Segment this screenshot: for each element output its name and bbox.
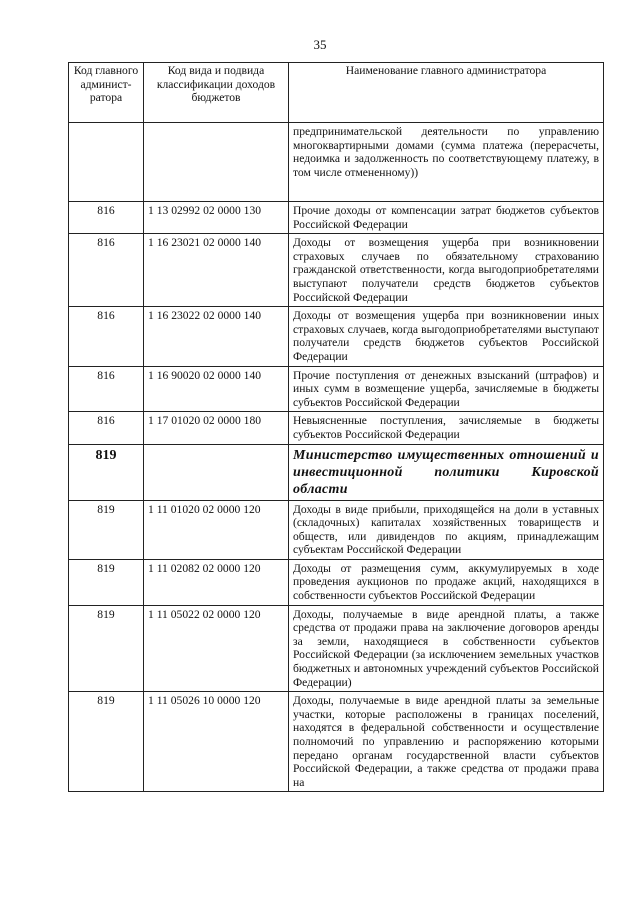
- table-row: [69, 500, 604, 559]
- cell-classification-code: 1 16 23022 02 0000 140: [144, 307, 289, 366]
- cell-admin-name: Доходы от размещения сумм, аккумулируемых в ходе проведения аукционов по продаже акций, находящихся в собственности субъектов Российской Федерации: [289, 559, 604, 605]
- cell-admin-name: Министерство имущественных отношений и инвестиционной политики Кировской области: [289, 444, 604, 500]
- cell-admin-code: 816: [69, 412, 144, 444]
- cell-admin-code: 816: [69, 307, 144, 366]
- cell-admin-name: Невыясненные поступления, зачисляемые в бюджеты субъектов Российской Федерации: [289, 412, 604, 444]
- cell-admin-code: 816: [69, 234, 144, 307]
- cell-admin-name: предпринимательской деятельности по управлению многоквартирными домами (сумма платежа (перерасчеты, недоимка и задолженность по соответствующему платежу, в том числе отмененному)): [289, 123, 604, 202]
- cell-classification-code: 1 13 02992 02 0000 130: [144, 202, 289, 234]
- administrator-heading-row: [69, 444, 604, 500]
- cell-admin-name: Доходы, получаемые в виде арендной платы за земельные участки, которые расположены в границах поселений, находятся в федеральной собственности и осуществление полномочий по управлению и распоряжению которыми передано органам государственной власти субъектов Российской Федерации, а также средства от продажи права на: [289, 692, 604, 792]
- page-number: 35: [313, 37, 327, 52]
- header-admin-code: Код главного админист-ратора: [69, 63, 144, 123]
- cell-admin-code: 819: [69, 692, 144, 792]
- cell-admin-name: Прочие доходы от компенсации затрат бюджетов субъектов Российской Федерации: [289, 202, 604, 234]
- cell-classification-code: 1 16 90020 02 0000 140: [144, 366, 289, 412]
- table-row: [69, 605, 604, 692]
- cell-admin-name: Доходы от возмещения ущерба при возникновении страховых случаев по обязательному страхованию гражданской ответственности, когда выгодоприобретателями выступают получатели средств бюджетов субъектов Российской Федерации: [289, 234, 604, 307]
- cell-classification-code: [144, 123, 289, 202]
- table-row: [69, 412, 604, 444]
- table-row: [69, 123, 604, 202]
- cell-admin-name: Доходы от возмещения ущерба при возникновении иных страховых случаев, когда выгодоприобретателями выступают получатели средств бюджетов субъектов Российской Федерации: [289, 307, 604, 366]
- cell-admin-code: 819: [69, 559, 144, 605]
- cell-admin-code: 816: [69, 366, 144, 412]
- cell-admin-name: Доходы, получаемые в виде арендной платы, а также средства от продажи права на заключение договоров аренды за земли, находящиеся в собственности субъектов Российской Федерации (за исключением земельных участков бюджетных и автономных учреждений субъектов Российской Федерации): [289, 605, 604, 692]
- cell-admin-code: 819: [69, 500, 144, 559]
- cell-admin-code: 819: [69, 444, 144, 500]
- table-header-row: [69, 63, 604, 123]
- cell-admin-code: 819: [69, 605, 144, 692]
- revenue-classification-table: [68, 62, 604, 792]
- cell-classification-code: 1 16 23021 02 0000 140: [144, 234, 289, 307]
- table-row: [69, 307, 604, 366]
- header-classification-code: Код вида и подвида классификации доходов бюджетов: [144, 63, 289, 123]
- cell-admin-code: [69, 123, 144, 202]
- cell-admin-name: Прочие поступления от денежных взысканий (штрафов) и иных сумм в возмещение ущерба, зачисляемые в бюджеты субъектов Российской Федерации: [289, 366, 604, 412]
- cell-admin-code: 816: [69, 202, 144, 234]
- table-row: [69, 559, 604, 605]
- cell-classification-code: [144, 444, 289, 500]
- cell-classification-code: 1 11 05022 02 0000 120: [144, 605, 289, 692]
- table-row: [69, 234, 604, 307]
- cell-classification-code: 1 11 02082 02 0000 120: [144, 559, 289, 605]
- cell-classification-code: 1 11 05026 10 0000 120: [144, 692, 289, 792]
- table-row: [69, 692, 604, 792]
- header-admin-name: Наименование главного администратора: [289, 63, 604, 123]
- table-row: [69, 366, 604, 412]
- cell-admin-name: Доходы в виде прибыли, приходящейся на доли в уставных (складочных) капиталах хозяйственных товариществ и обществ, или дивидендов по акциям, принадлежащим субъектам Российской Федерации: [289, 500, 604, 559]
- cell-classification-code: 1 17 01020 02 0000 180: [144, 412, 289, 444]
- cell-classification-code: 1 11 01020 02 0000 120: [144, 500, 289, 559]
- table-row: [69, 202, 604, 234]
